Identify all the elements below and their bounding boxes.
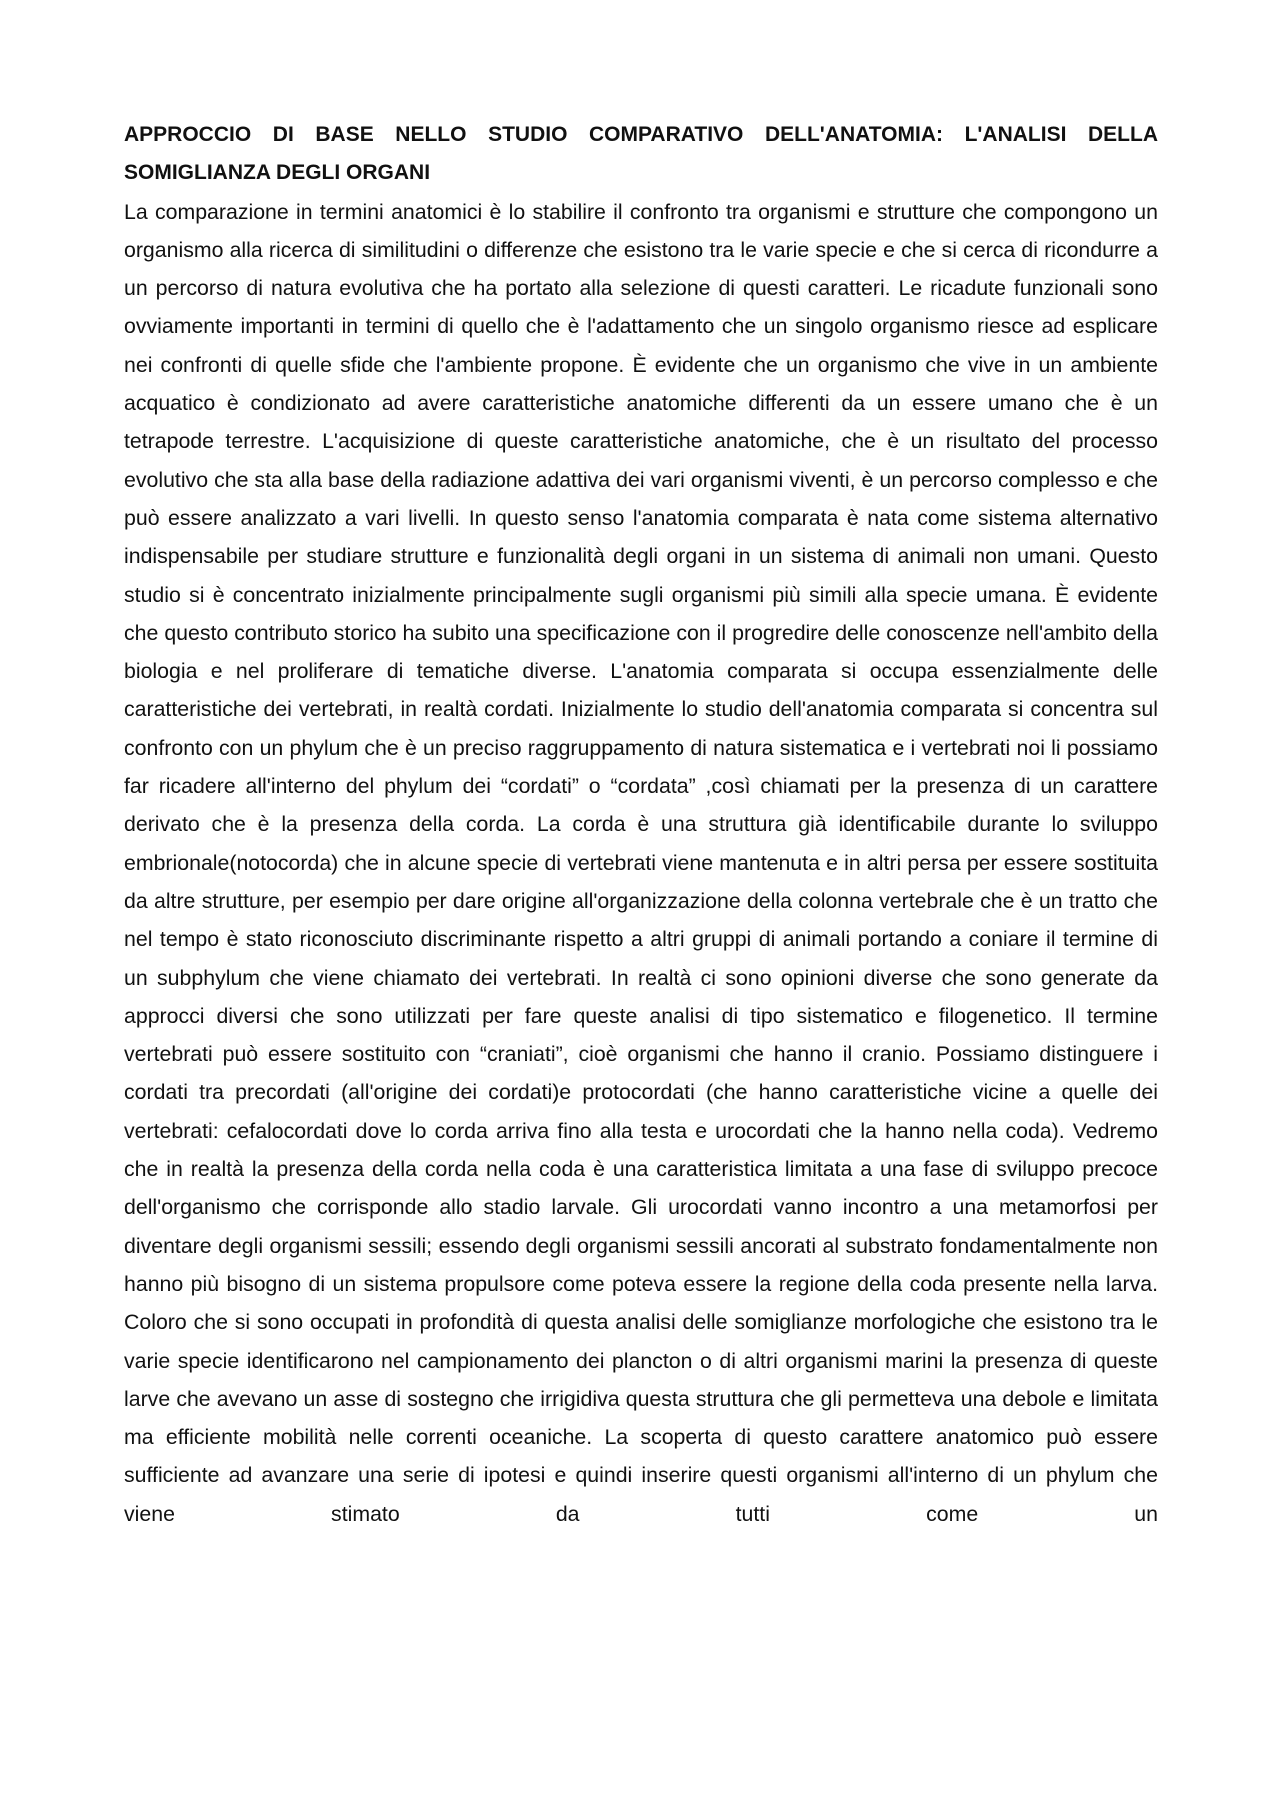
document-body-paragraph: La comparazione in termini anatomici è lo stabilire il confronto tra organismi e strutture che compongono un organismo alla ricerca di similitudini o differenze che esistono tra le varie specie e che si cerca di ricondurre a un percorso di natura evolutiva che ha portato alla selezione di questi caratteri. Le ricadute funzionali sono ovviamente importanti in termini di quello che è l'adattamento che un singolo organismo riesce ad esplicare nei confronti di quelle sfide che l'ambiente propone. È evidente che un organismo che vive in un ambiente acquatico è condizionato ad avere caratteristiche anatomiche differenti da un essere umano che è un tetrapode terrestre. L'acquisizione di queste caratteristiche anatomiche, che è un risultato del processo evolutivo che sta alla base della radiazione adattiva dei vari organismi viventi, è un percorso complesso e che può essere analizzato a vari livelli. In questo senso l'anatomia comparata è nata come sistema alternativo indispensabile per studiare strutture e funzionalità degli organi in un sistema di animali non umani. Questo studio si è concentrato inizialmente principalmente sugli organismi più simili alla specie umana. È evidente che questo contributo storico ha subito una specificazione con il progredire delle conoscenze nell'ambito della biologia e nel proliferare di tematiche diverse. L'anatomia comparata si occupa essenzialmente delle caratteristiche dei vertebrati, in realtà cordati. Inizialmente lo studio dell'anatomia comparata si concentra sul confronto con un phylum che è un preciso raggruppamento di natura sistematica e i vertebrati noi li possiamo far ricadere all'interno del phylum dei “cordati” o “cordata” ,così chiamati per la presenza di un carattere derivato che è la presenza della corda. La corda è una struttura già identificabile durante lo sviluppo embrionale(notocorda) che in alcune specie di vertebrati viene mantenuta e in altri persa per essere sostituita da altre strutture, per esempio per dare origine all'organizzazione della colonna vertebrale che è un tratto che nel tempo è stato riconosciuto discriminante rispetto a altri gruppi di animali portando a coniare il termine di un subphylum che viene chiamato dei vertebrati. In realtà ci sono opinioni diverse che sono generate da approcci diversi che sono utilizzati per fare queste analisi di tipo sistematico e filogenetico. Il termine vertebrati può essere sostituito con “craniati”, cioè organismi che hanno il cranio. Possiamo distinguere i cordati tra precordati (all'origine dei cordati)e protocordati (che hanno caratteristiche vicine a quelle dei vertebrati: cefalocordati dove lo corda arriva fino alla testa e urocordati che la hanno nella coda). Vedremo che in realtà la presenza della corda nella coda è una caratteristica limitata a una fase di sviluppo precoce dell'organismo che corrisponde allo stadio larvale. Gli urocordati vanno incontro a una metamorfosi per diventare degli organismi sessili; essendo degli organismi sessili ancorati al substrato fondamentalmente non hanno più bisogno di un sistema propulsore come poteva essere la regione della coda presente nella larva. Coloro che si sono occupati in profondità di questa analisi delle somiglianze morfologiche che esistono tra le varie specie identificarono nel campionamento dei plancton o di altri organismi marini la presenza di queste larve che avevano un asse di sostegno che irrigidiva questa struttura che gli permetteva una debole e limitata ma efficiente mobilità nelle correnti oceaniche. La scoperta di questo carattere anatomico può essere sufficiente ad avanzare una serie di ipotesi e quindi inserire questi organismi all'interno di un phylum che viene stimato da tutti come un	[124, 199, 1158, 1526]
document-title: APPROCCIO DI BASE NELLO STUDIO COMPARATIVO DELL'ANATOMIA: L'ANALISI DELLA SOMIGLIANZA DEGLI ORGANI	[124, 123, 1158, 185]
document-page	[124, 116, 1158, 1533]
